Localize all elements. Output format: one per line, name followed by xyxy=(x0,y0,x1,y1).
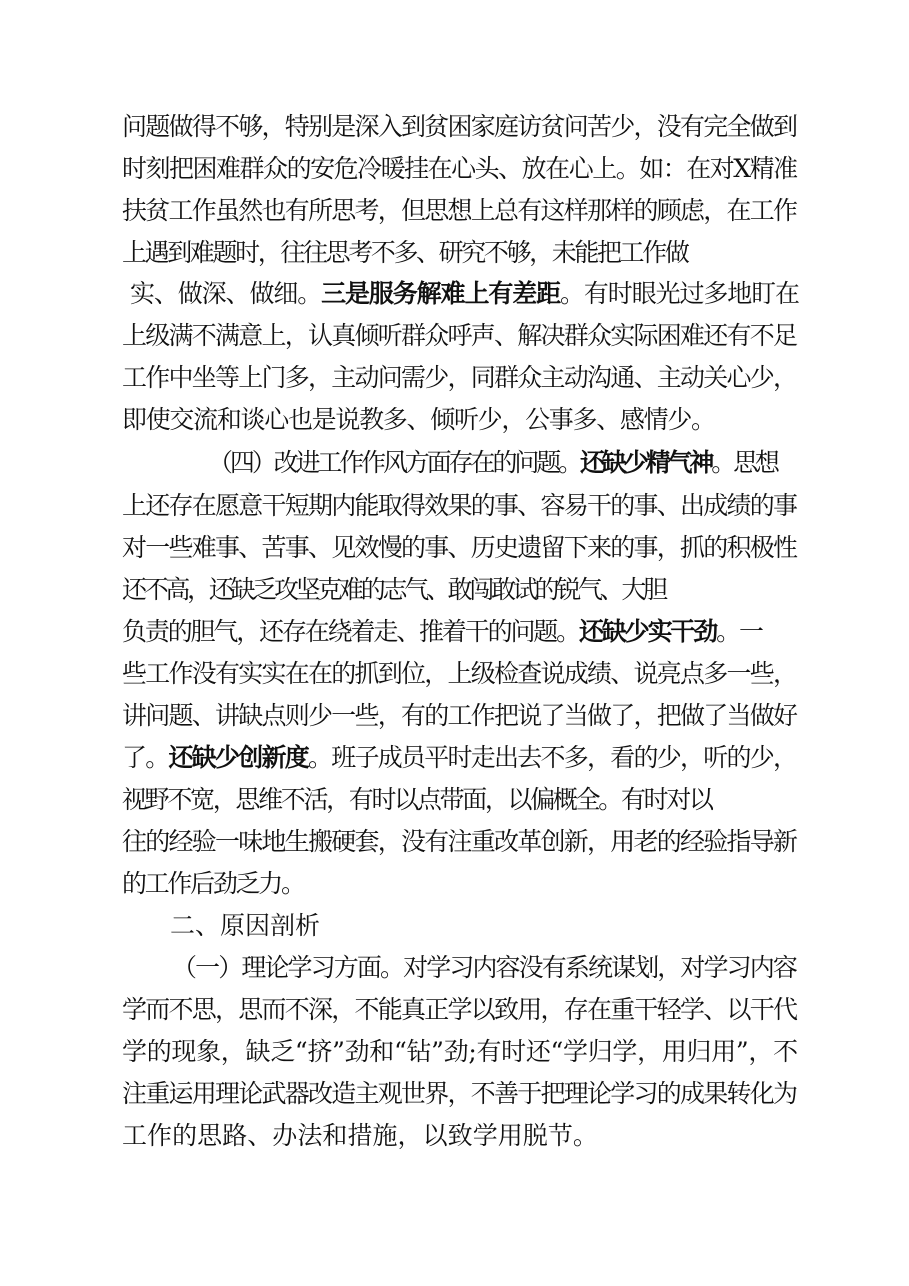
text-segment: 学而不思，思而不深，不能真正学以致用，存在重干轻学、以干代 xyxy=(122,995,797,1024)
text-segment: 的工作后劲乏力。 xyxy=(122,869,304,898)
section-heading xyxy=(170,909,320,943)
text-segment: 些工作没有实实在在的抓到位，上级检查说成绩、说亮点多一些， xyxy=(122,659,797,688)
text-line xyxy=(122,825,796,859)
text-line xyxy=(122,1077,796,1111)
text-segment: 工作中坐等上门多，主动问需少，同群众主动沟通、主动关心少， xyxy=(122,363,797,392)
text-line xyxy=(130,277,799,311)
text-line xyxy=(122,993,796,1027)
bold-phrase: 还缺少精气神 xyxy=(579,448,712,477)
text-segment: 往的经验一味地生搬硬套，没有注重改革创新，用老的经验指导新 xyxy=(122,827,797,856)
text-segment: 扶贫工作虽然也有所思考，但思想上总有这样那样的顾虑，在工作 xyxy=(122,196,797,225)
text-segment: 注重运用理论武器改造主观世界，不善于把理论学习的成果转化为 xyxy=(122,1079,797,1108)
text-line xyxy=(122,867,304,901)
text-line xyxy=(122,236,688,270)
text-line xyxy=(172,951,796,985)
text-segment: 负责的胆气，还存在绕着走、推着干的问题。 xyxy=(122,617,580,646)
bold-phrase: 还缺少创新度 xyxy=(168,743,309,772)
text-segment: 时刻把困难群众的安危冷暖挂在心头、放在心上。如：在对X精准 xyxy=(122,154,797,183)
text-segment: 工作的思路、办法和措施，以致学用脱节。 xyxy=(122,1121,598,1150)
text-line xyxy=(122,1119,598,1153)
text-line xyxy=(122,615,762,649)
text-segment: 。有时眼光过多地盯在 xyxy=(560,279,799,308)
text-segment: 。一 xyxy=(716,617,762,646)
text-line xyxy=(122,1035,798,1069)
text-segment: 。班子成员平时走出去不多，看的少，听的少， xyxy=(308,743,797,772)
text-segment: 讲问题、讲缺点则少一些，有的工作把说了当做了，把做了当做好 xyxy=(122,701,797,730)
text-line xyxy=(122,489,796,523)
text-segment: 上级满不满意上，认真倾听群众呼声、解决群众实际困难还有不足 xyxy=(122,321,797,350)
text-line xyxy=(122,573,665,607)
text-line xyxy=(122,699,796,733)
text-line xyxy=(122,783,712,817)
bold-phrase: 三是服务解难上有差距 xyxy=(321,279,561,308)
text-segment: 上还存在愿意干短期内能取得效果的事、容易干的事、出成绩的事 xyxy=(122,491,797,520)
text-segment: 实、做深、做细。 xyxy=(130,279,322,308)
text-segment: 即使交流和谈心也是说教多、倾听少，公事多、感情少。 xyxy=(122,405,715,434)
text-segment: 上遇到难题时，往往思考不多、研究不够，未能把工作做 xyxy=(122,238,688,267)
text-segment: 学的现象，缺乏“挤”劲和“钻”劲;有时还“学归学，用归用”，不 xyxy=(122,1037,798,1066)
text-segment: 二、原因剖析 xyxy=(170,911,321,940)
text-segment: 了。 xyxy=(122,743,169,772)
text-line xyxy=(122,194,796,228)
text-line xyxy=(122,152,797,186)
text-segment: 问题做得不够，特别是深入到贫困家庭访贫问苦少，没有完全做到 xyxy=(122,112,797,141)
text-line xyxy=(122,110,796,144)
text-line xyxy=(122,319,796,353)
text-line xyxy=(122,741,796,775)
text-segment: 。思想 xyxy=(711,448,777,477)
text-line xyxy=(122,657,796,691)
text-segment: （四）改进工作作风方面存在的问题。 xyxy=(208,448,580,477)
text-line xyxy=(122,361,796,395)
text-segment: 还不高，还缺乏攻坚克难的志气、敢闯敢试的锐气、大胆 xyxy=(122,575,665,604)
text-line xyxy=(122,531,796,565)
text-line xyxy=(208,446,777,480)
text-segment: 对一些难事、苦事、见效慢的事、历史遗留下来的事，抓的积极性 xyxy=(122,533,797,562)
text-segment: （一）理论学习方面。对学习内容没有系统谋划，对学习内容 xyxy=(172,953,796,982)
text-line xyxy=(122,403,715,437)
text-segment: 视野不宽，思维不活，有时以点带面，以偏概全。有时对以 xyxy=(122,785,712,814)
bold-phrase: 还缺少实干劲 xyxy=(579,617,717,646)
